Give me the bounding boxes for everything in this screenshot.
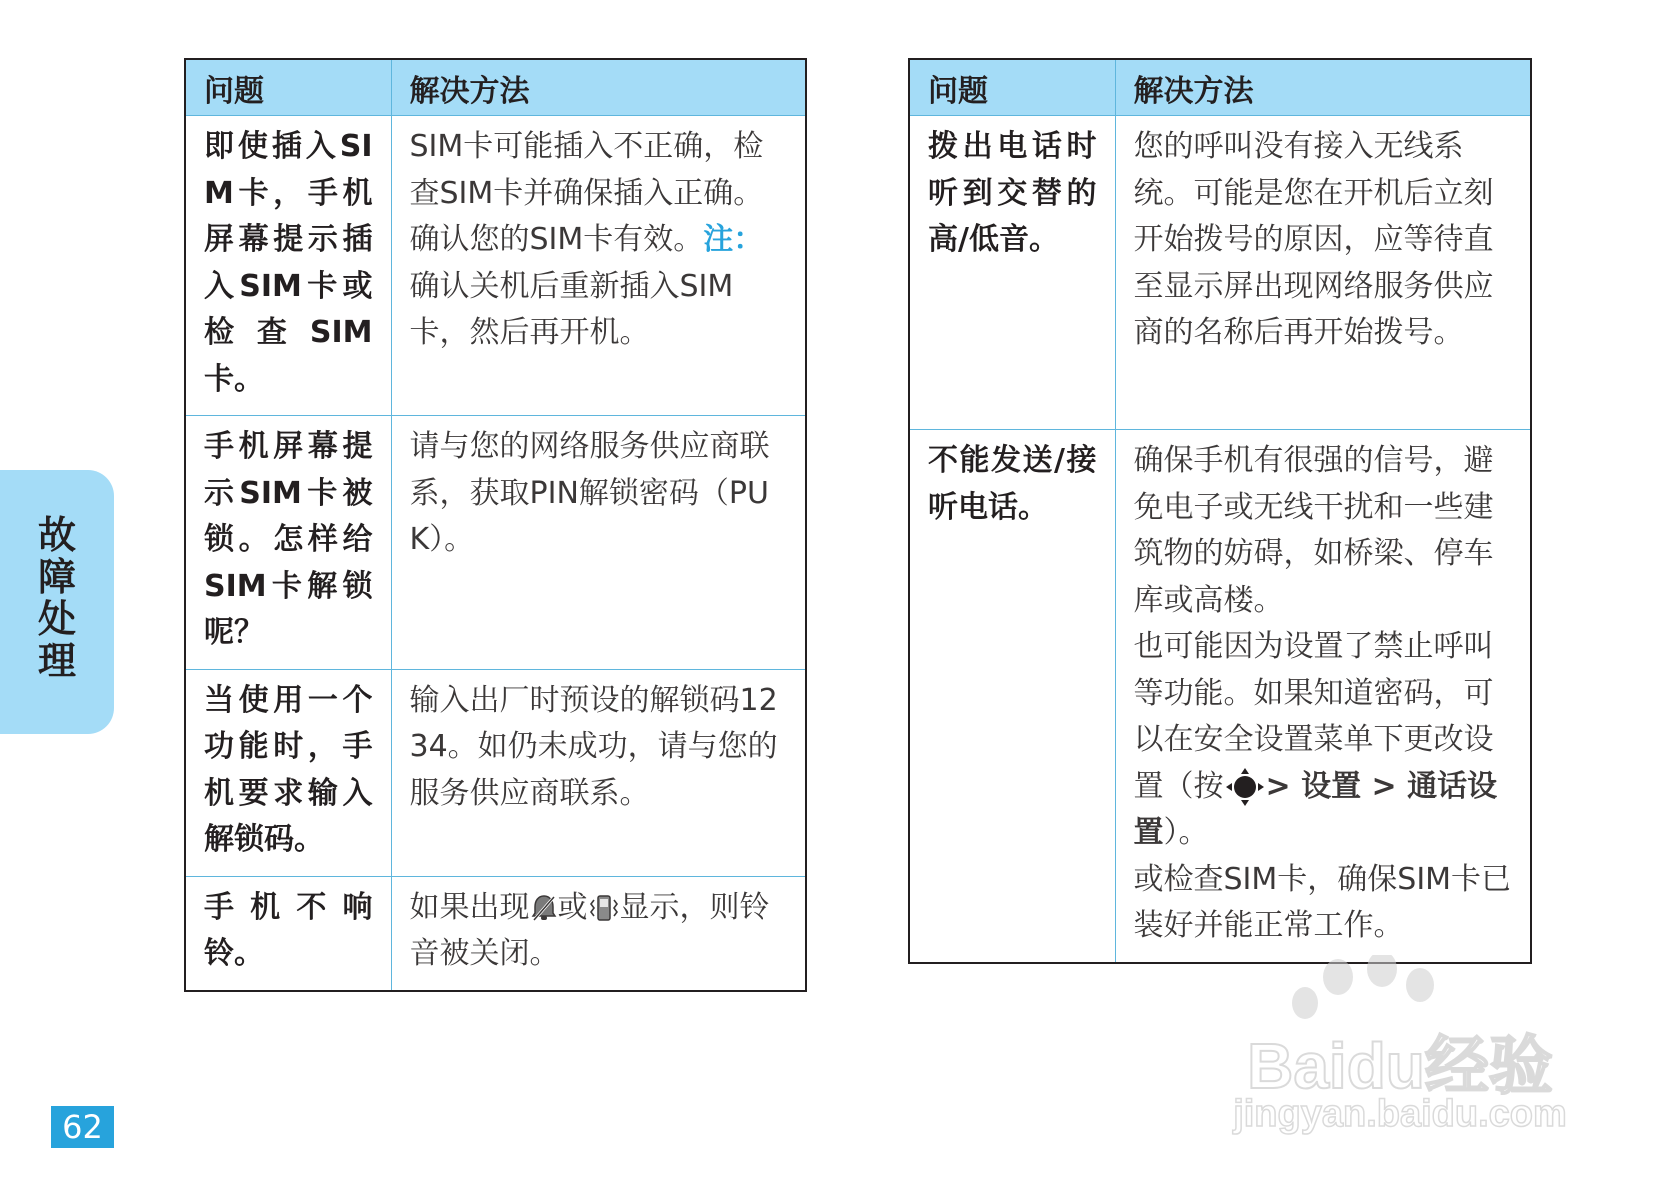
table-header-row: [909, 59, 1531, 116]
header-problem: 问题: [185, 59, 391, 116]
solution-text-after: 显示，则铃音被关闭。: [409, 889, 770, 971]
watermark-url: jingyan.baidu.com: [1233, 1093, 1567, 1135]
page-number: 62: [51, 1106, 114, 1148]
side-tab-label: 故障处理: [37, 513, 76, 683]
table-row: [185, 116, 806, 416]
problem-cell: 手机不响铃。: [185, 876, 391, 991]
solution-text-before: 如果出现: [409, 889, 530, 925]
header-solution: 解决方法: [391, 59, 806, 116]
troubleshooting-table-left: [184, 58, 807, 992]
solution-paragraph: 或检查SIM卡，确保SIM卡已装好并能正常工作。: [1133, 861, 1512, 943]
table-row: [909, 116, 1531, 430]
problem-cell: 手机屏幕提示SIM卡被锁。怎样给SIM卡解锁呢？: [185, 416, 391, 670]
solution-paragraph: 确保手机有很强的信号，避免电子或无线干扰和一些建筑物的妨碍，如桥梁、停车库或高楼。: [1133, 443, 1494, 618]
solution-text-middle: 或: [557, 889, 588, 925]
solution-cell: 输入出厂时预设的解锁码1234。如仍未成功，请与您的服务供应商联系。: [391, 669, 806, 876]
navigation-key-icon: [1224, 766, 1266, 808]
table-row: [185, 876, 806, 991]
header-problem: 问题: [909, 59, 1115, 116]
table-row: [909, 430, 1531, 963]
note-text: 确认关机后重新插入SIM卡，然后再开机。: [409, 268, 734, 350]
solution-cell: [391, 876, 806, 991]
problem-cell: 不能发送/接听电话。: [909, 430, 1115, 963]
solution-cell: [391, 116, 806, 416]
troubleshooting-table-right: [908, 58, 1532, 964]
solution-cell: 请与您的网络服务供应商联系，获取PIN解锁密码（PUK）。: [391, 416, 806, 670]
ringer-off-icon: [530, 893, 558, 923]
solution-text: SIM卡可能插入不正确，检查SIM卡并确保插入正确。确认您的SIM卡有效。: [409, 129, 764, 257]
header-solution: 解决方法: [1115, 59, 1531, 116]
table-header-row: [185, 59, 806, 116]
note-label: 注：: [703, 222, 764, 257]
problem-cell: 即使插入SIM卡，手机屏幕提示插入SIM卡或检查SIM卡。: [185, 116, 391, 416]
problem-cell: 拨出电话时听到交替的高/低音。: [909, 116, 1115, 430]
baidu-watermark: [1200, 955, 1600, 1140]
watermark-brand: Baidu经验: [1247, 1030, 1553, 1102]
problem-cell: 当使用一个功能时，手机要求输入解锁码。: [185, 669, 391, 876]
solution-cell: [1115, 430, 1531, 963]
vibrate-icon: [588, 892, 620, 924]
solution-cell: 您的呼叫没有接入无线系统。可能是您在开机后立刻开始拨号的原因，应等待直至显示屏出现网络服务供应商的名称后再开始拨号。: [1115, 116, 1531, 430]
solution-paragraph: [1134, 624, 1513, 857]
solution-text-before: 也可能因为设置了禁止呼叫等功能。如果知道密码，可以在安全设置菜单下更改设置（按: [1133, 629, 1494, 804]
solution-text-after: ）。: [1163, 815, 1209, 850]
table-row: [185, 416, 806, 670]
menu-path: > 设置 > 通话设置: [1133, 768, 1498, 850]
table-row: [185, 669, 806, 876]
